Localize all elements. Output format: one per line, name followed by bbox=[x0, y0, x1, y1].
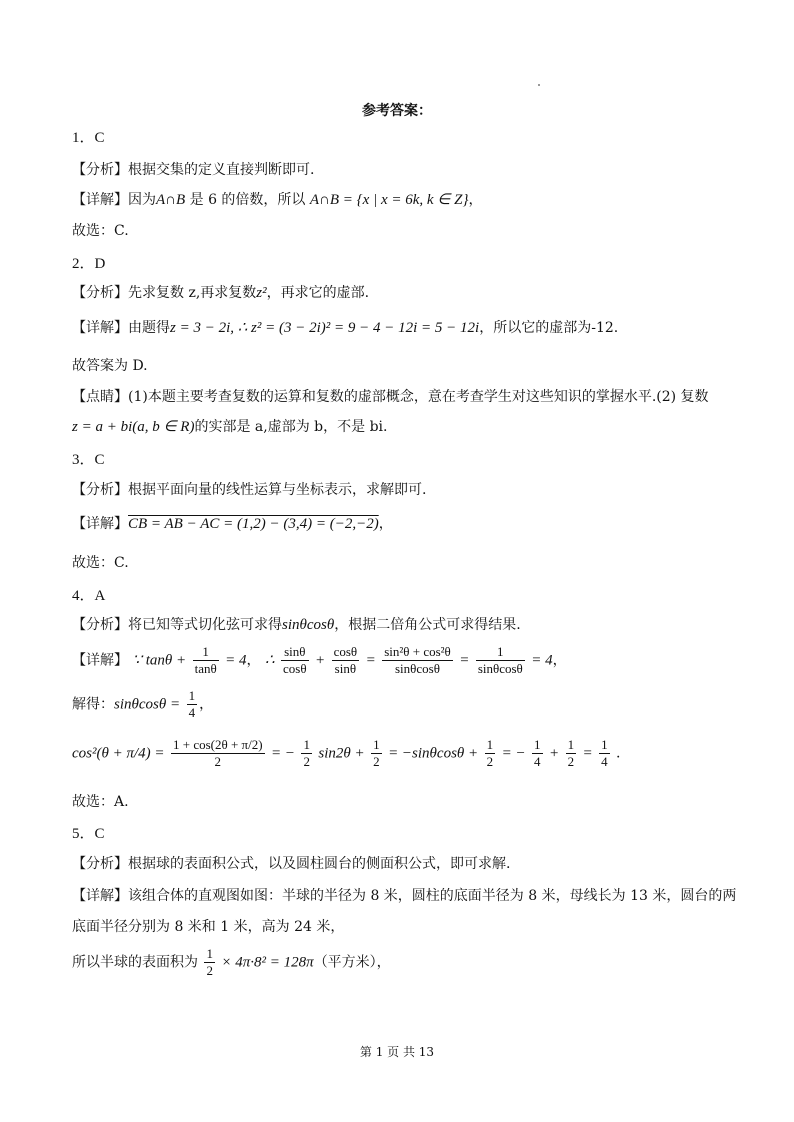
q3-number: 3．C bbox=[72, 452, 105, 468]
fraction: $\frac{1}{2}$ bbox=[303, 737, 310, 769]
fraction: $\frac{1}{2}$ bbox=[486, 737, 494, 769]
q1-choice: 故选：C. bbox=[72, 223, 129, 239]
q4-derivation: cos²(θ + π/4) = $\frac{1 + \cos(2\theta + \pi/2)}{2}$ = − $\frac{1}{2}$ sin2θ + $\frac{1}{2}$ = −sinθcosθ + $\frac{1}{2}$ = − $\frac{1}{4}$ + $\frac{1}{2}$ = $\frac{1}{4}$ . bbox=[72, 737, 621, 769]
analysis-tag: 【分析】 bbox=[72, 162, 128, 178]
fraction: $\frac{1}{4}$ bbox=[188, 688, 196, 720]
detail-tag: 【详解】 bbox=[72, 320, 128, 336]
q1-analysis: 【分析】根据交集的定义直接判断即可. bbox=[72, 162, 315, 178]
q3-detail: 【详解】CB = AB − AC = (1,2) − (3,4) = (−2,−2)， bbox=[72, 516, 393, 532]
q1-number: 1．C bbox=[72, 130, 105, 146]
q2-comment: 【点睛】(1)本题主要考查复数的运算和复数的虚部概念，意在考查学生对这些知识的掌握水平.(2) 复数 bbox=[72, 389, 709, 405]
q2-number: 2．D bbox=[72, 256, 106, 272]
q5-detail: 【详解】该组合体的直观图如图：半球的半径为 8 米，圆柱的底面半径为 8 米，母线长为 13 米，圆台的两 bbox=[72, 888, 737, 904]
q5-detail-cont: 底面半径分别为 8 米和 1 米，高为 24 米， bbox=[72, 919, 345, 935]
fraction: $\frac{1}{4}$ bbox=[601, 737, 608, 769]
fraction: $\frac{1}{2}$ bbox=[206, 946, 213, 978]
q2-answer: 故答案为 D. bbox=[72, 358, 148, 374]
q3-analysis: 【分析】根据平面向量的线性运算与坐标表示，求解即可. bbox=[72, 482, 427, 498]
fraction: $\frac{\sin\theta}{\cos\theta}$ bbox=[283, 644, 307, 676]
fraction: $\frac{\cos\theta}{\sin\theta}$ bbox=[333, 644, 358, 676]
fraction: $\frac{1}{2}$ bbox=[373, 737, 380, 769]
q1-detail: 【详解】因为A∩B 是 6 的倍数，所以 A∩B = {x | x = 6k, k ∈ Z}， bbox=[72, 192, 483, 208]
q4-choice: 故选：A. bbox=[72, 794, 129, 810]
q5-number: 5．C bbox=[72, 826, 105, 842]
q2-analysis: 【分析】先求复数 z,再求复数z²，再求它的虚部. bbox=[72, 285, 370, 301]
fraction: $\frac{1}{\sin\theta\cos\theta}$ bbox=[477, 644, 523, 676]
q5-analysis: 【分析】根据球的表面积公式，以及圆柱圆台的侧面积公式，即可求解. bbox=[72, 856, 511, 872]
q2-comment-cont: z = a + bi(a, b ∈ R)的实部是 a,虚部为 b，不是 bi. bbox=[72, 419, 388, 435]
fraction: $\frac{1}{2}$ bbox=[567, 737, 575, 769]
analysis-tag: 【分析】 bbox=[72, 617, 128, 633]
detail-tag: 【详解】 bbox=[72, 192, 128, 208]
fraction: $\frac{1}{\tan\theta}$ bbox=[194, 644, 217, 676]
analysis-tag: 【分析】 bbox=[72, 856, 128, 872]
detail-tag: 【详解】 bbox=[72, 888, 128, 904]
comment-tag: 【点睛】 bbox=[72, 389, 128, 405]
fraction: $\frac{1 + \cos(2\theta + \pi/2)}{2}$ bbox=[172, 737, 263, 769]
fraction: $\frac{1}{4}$ bbox=[534, 737, 541, 769]
q4-solve: 解得：sinθcosθ = $\frac{1}{4}$ ， bbox=[72, 688, 214, 720]
q4-analysis: 【分析】将已知等式切化弦可求得sinθcosθ，根据二倍角公式可求得结果. bbox=[72, 617, 521, 633]
fraction: $\frac{\text{sin²θ + cos²θ}}{\sin\theta\cos\theta}$ bbox=[384, 644, 451, 676]
q4-detail: 【详解】 ∵ tanθ + $\frac{1}{\tan\theta}$ = 4， ∴ $\frac{\sin\theta}{\cos\theta}$ + $\frac{\cos\theta}{\sin\theta}$ = $\frac{\text{sin²θ + cos²θ}}{\sin\theta\cos\theta}$ = $\frac{1}{\sin\theta\cos\theta}$ = 4， bbox=[72, 644, 567, 676]
analysis-tag: 【分析】 bbox=[72, 285, 128, 301]
page-footer: 第 1 页 共 13 bbox=[359, 1045, 435, 1059]
scan-speck bbox=[538, 84, 540, 86]
q2-detail: 【详解】由题得z = 3 − 2i, ∴ z² = (3 − 2i)² = 9 − 4 − 12i = 5 − 12i，所以它的虚部为-12. bbox=[72, 320, 619, 336]
detail-tag: 【详解】 bbox=[72, 652, 128, 669]
q4-number: 4．A bbox=[72, 588, 106, 604]
detail-tag: 【详解】 bbox=[72, 516, 128, 532]
analysis-tag: 【分析】 bbox=[72, 482, 128, 498]
q5-surface-area: 所以半球的表面积为 $\frac{1}{2}$ × 4π·8² = 128π（平方米）， bbox=[72, 946, 391, 978]
q3-choice: 故选：C. bbox=[72, 555, 129, 571]
page-title: 参考答案： bbox=[362, 103, 432, 119]
